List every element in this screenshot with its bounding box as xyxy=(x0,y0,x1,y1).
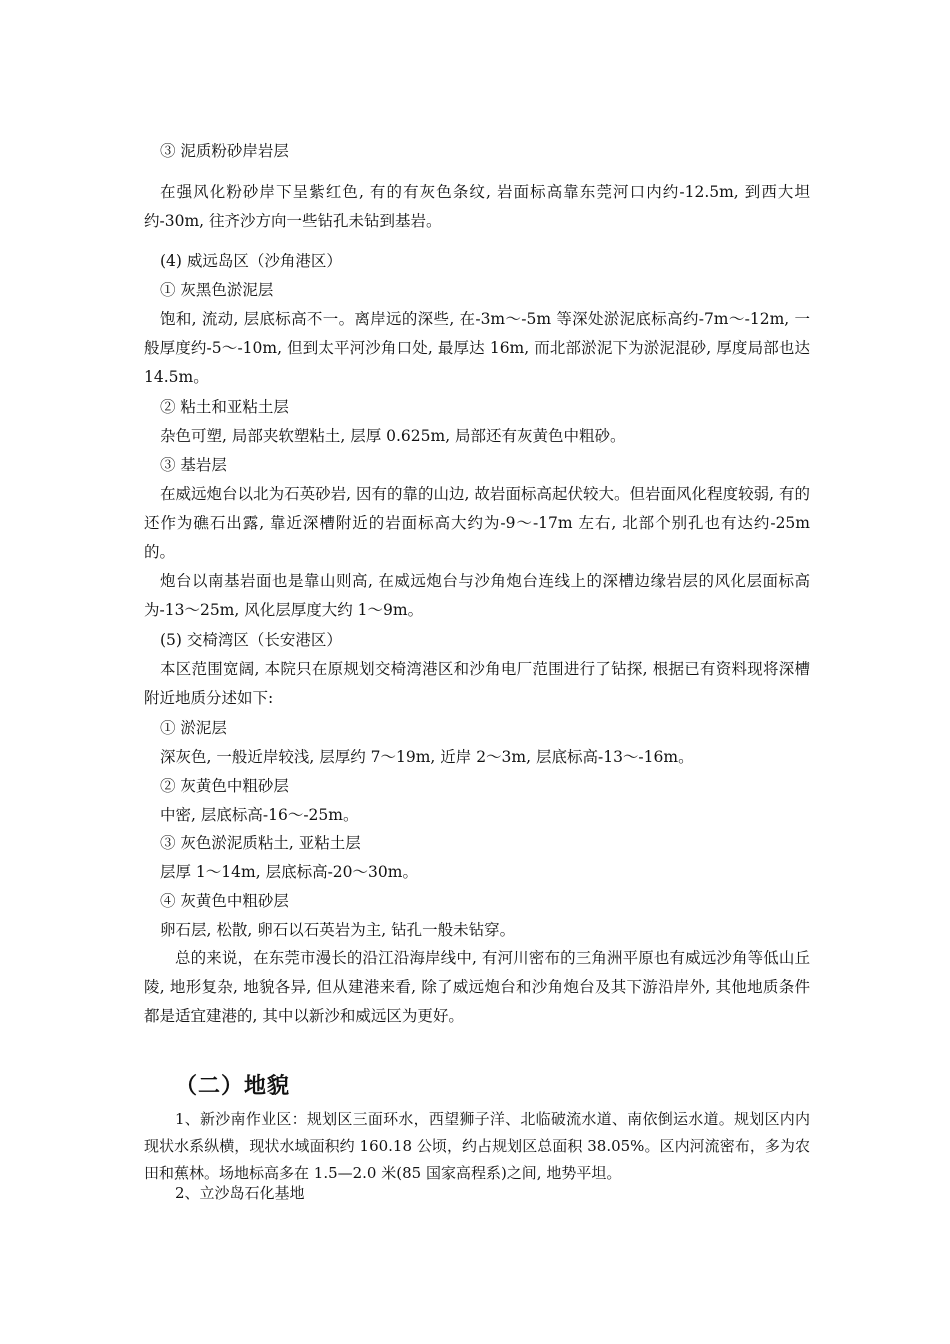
paragraph: 1、新沙南作业区：规划区三面环水，西望狮子洋、北临破流水道、南依倒运水道。规划区内内现状水系纵横，现状水域面积约 160.18 公顷，约占规划区总面积 38.05%。区内河流密布，多为农田和蕉林。场地标高多在 1.5—2.0 米(85 国家高程系)之间, 地势平坦。 xyxy=(144,1110,810,1182)
paragraph: 杂色可塑, 局部夹软塑粘土, 层厚 0.625m, 局部还有灰黄色中粗砂。 xyxy=(160,427,626,445)
paragraph: ② 灰黄色中粗砂层 xyxy=(160,777,289,795)
paragraph: ④ 灰黄色中粗砂层 xyxy=(160,892,289,910)
paragraph: 中密, 层底标高-16～-25m。 xyxy=(160,806,359,824)
paragraph: 卵石层, 松散, 卵石以石英岩为主, 钻孔一般未钻穿。 xyxy=(160,921,516,939)
paragraph: 本区范围宽阔, 本院只在原规划交椅湾港区和沙角电厂范围进行了钻探, 根据已有资料现将深槽附近地质分述如下: xyxy=(144,660,810,707)
paragraph: (5) 交椅湾区（长安港区） xyxy=(160,631,342,649)
paragraph: ① 淤泥层 xyxy=(160,719,227,737)
paragraph: 炮台以南基岩面也是靠山则高, 在威远炮台与沙角炮台连线上的深槽边缘岩层的风化层面标高为-13～25m, 风化层厚度大约 1～9m。 xyxy=(144,572,810,619)
paragraph: ③ 基岩层 xyxy=(160,456,227,474)
paragraph: 深灰色, 一般近岸较浅, 层厚约 7～19m, 近岸 2～3m, 层底标高-13～-16m。 xyxy=(160,748,694,766)
section-heading: （二）地貌 xyxy=(175,1073,291,1099)
paragraph: ② 粘土和亚粘土层 xyxy=(160,398,289,416)
paragraph: (4) 威远岛区（沙角港区） xyxy=(160,252,342,270)
paragraph: 层厚 1～14m, 层底标高-20～30m。 xyxy=(160,863,418,881)
paragraph: 在强风化粉砂岸下呈紫红色, 有的有灰色条纹, 岩面标高靠东莞河口内约-12.5m, 到西大坦约-30m, 往齐沙方向一些钻孔未钻到基岩。 xyxy=(144,183,810,230)
paragraph: ① 灰黑色淤泥层 xyxy=(160,281,274,299)
paragraph: ③ 灰色淤泥质粘土, 亚粘土层 xyxy=(160,834,361,852)
paragraph: 饱和, 流动, 层底标高不一。离岸远的深些, 在-3m～-5m 等深处淤泥底标高约-7m～-12m, 一般厚度约-5～-10m, 但到太平河沙角口处, 最厚达 16m, 而北部淤泥下为淤泥混砂, 厚度局部也达 14.5m。 xyxy=(144,310,810,386)
paragraph: ③ 泥质粉砂岸岩层 xyxy=(160,142,289,160)
paragraph: 在威远炮台以北为石英砂岩, 因有的靠的山边, 故岩面标高起伏较大。但岩面风化程度较弱, 有的还作为礁石出露, 靠近深槽附近的岩面标高大约为-9～-17m 左右, 北部个别孔也有达约-25m 的。 xyxy=(144,485,810,561)
paragraph: 2、立沙岛石化基地 xyxy=(175,1184,305,1202)
paragraph: 总的来说，在东莞市漫长的沿江沿海岸线中, 有河川密布的三角洲平原也有威远沙角等低山丘陵, 地形复杂, 地貌各异, 但从建港来看, 除了威远炮台和沙角炮台及其下游沿岸外, 其他地质条件都是适宜建港的, 其中以新沙和威远区为更好。 xyxy=(144,949,810,1025)
